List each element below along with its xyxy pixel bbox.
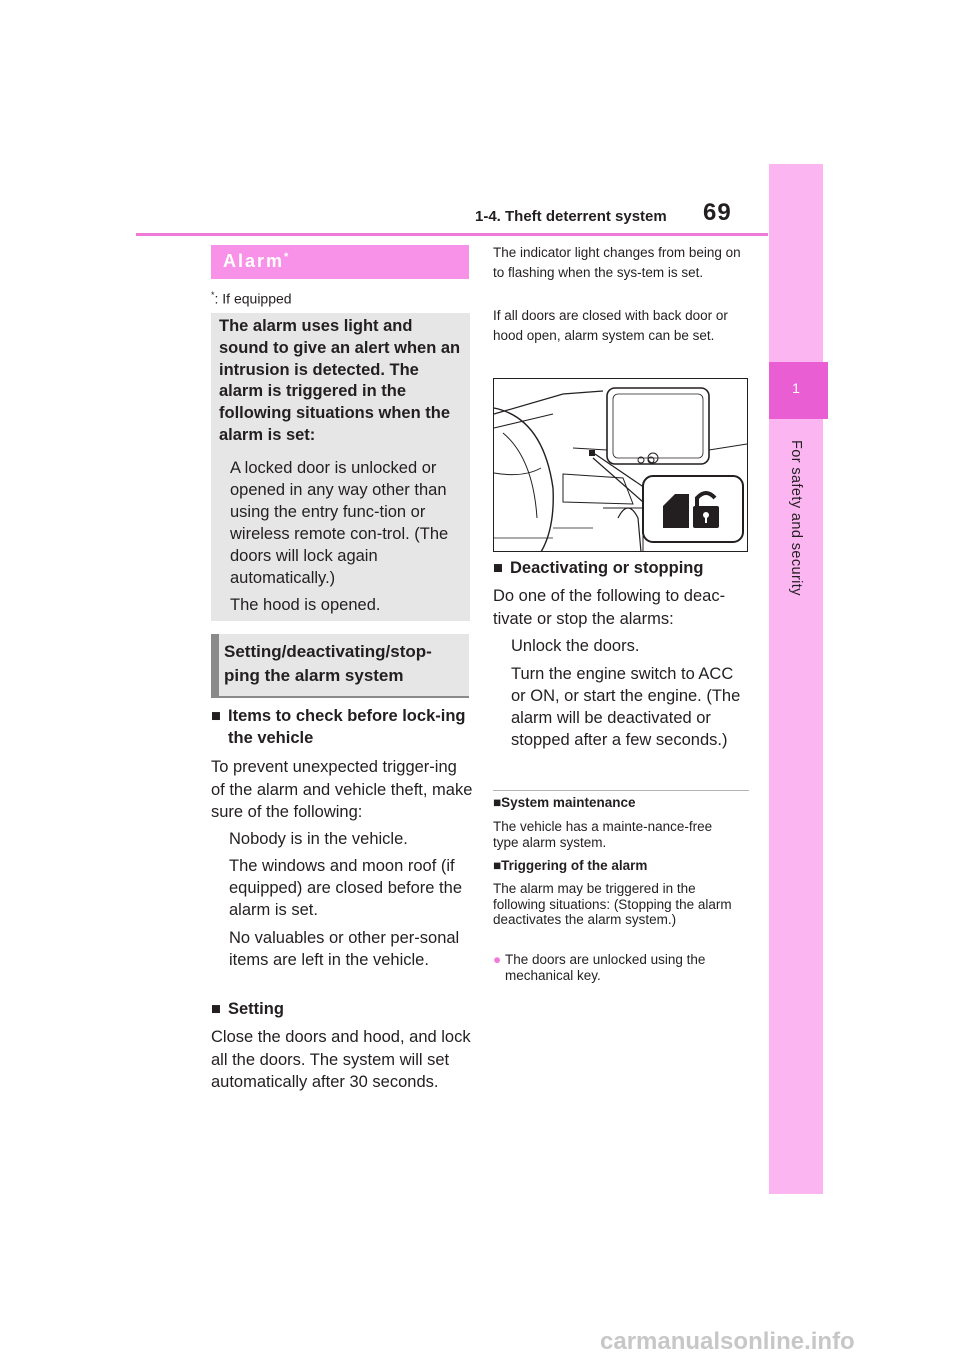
chapter-title: For safety and security [788,440,804,596]
square-bullet-icon: ■ [493,795,502,810]
open-doors-text: If all doors are closed with back door or hood open, alarm system can be set. [493,308,728,343]
triggering-heading: ■Triggering of the alarm [493,858,648,873]
alarm-heading: Alarm* [223,251,289,271]
square-bullet-icon: ■ [211,1000,221,1018]
side-strip [769,164,823,1194]
watermark: carmanualsonline.info [600,1328,855,1355]
info-divider [493,790,749,791]
header-rule [136,233,768,236]
list-item: The windows and moon roof (if equipped) are closed before the alarm is set. [229,857,462,919]
page-number: 69 [703,199,732,226]
list-item: Unlock the doors. [511,637,640,655]
indicator-text: The indicator light changes from being on to flashing when the sys-tem is set. [493,245,741,280]
list-item: No valuables or other per-sonal items are left in the vehicle. [229,929,460,969]
bullet-icon: ● [493,952,502,967]
setting-text: Close the doors and hood, and lock all the doors. The system will set automatically after 30 seconds. [211,1028,471,1091]
alarm-intro-text: The alarm uses light and sound to give an alert when an intrusion is detected. The alarm is triggered in the following situations when the alarm is set: [219,317,461,444]
list-item: The hood is opened. [230,596,381,614]
square-bullet-icon: ■ [211,707,221,725]
section-title: 1-4. Theft deterrent system [475,208,667,225]
square-bullet-icon: ■ [493,858,502,873]
equipped-footnote: *: If equipped [211,290,292,307]
square-bullet-icon: ■ [493,559,503,577]
list-item: A locked door is unlocked or opened in any way other than using the entry func-tion or wireless remote con-trol. (The doors will lock again automatically.) [230,459,449,587]
maintenance-heading: ■System maintenance [493,795,636,810]
setting-heading-accent [211,634,219,697]
chapter-number: 1 [792,380,800,396]
list-item: Nobody is in the vehicle. [229,830,408,848]
list-item: Turn the engine switch to ACC or ON, or start the engine. (The alarm will be deactivated or stopped after a few seconds.) [511,665,741,749]
list-item: ● The doors are unlocked using the mechanical key. [493,952,706,983]
items-heading: ■ Items to check before lock-ing the vehicle [211,707,466,747]
setting-subheading: ■ Setting [211,1000,284,1018]
security-indicator-illustration [493,378,748,552]
deactivating-heading: ■ Deactivating or stopping [493,559,704,577]
maintenance-text: The vehicle has a mainte-nance-free type alarm system. [493,819,713,850]
deactivating-intro: Do one of the following to deac-tivate or stop the alarms: [493,587,726,628]
triggering-text: The alarm may be triggered in the following situations: (Stopping the alarm deactivates the alarm system.) [493,881,732,927]
setting-heading: Setting/deactivating/stop-ping the alarm system [224,642,432,685]
setting-heading-rule [211,696,469,698]
items-intro: To prevent unexpected trigger-ing of the alarm and vehicle theft, make sure of the following: [211,758,473,821]
